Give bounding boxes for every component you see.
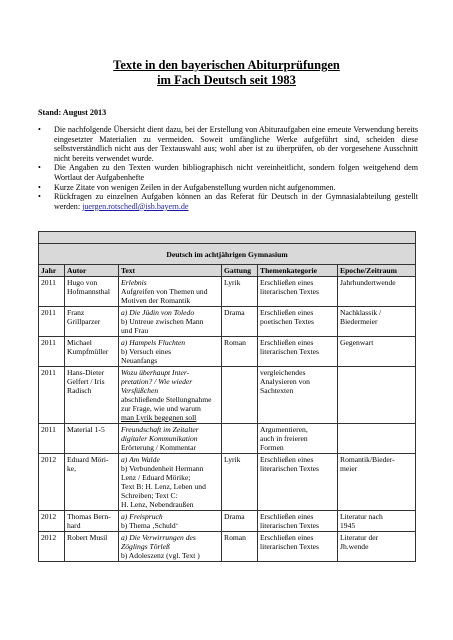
cell-autor-line: Hofmannsthal <box>67 287 111 296</box>
cell-themenkategorie-line: Erschließen eines <box>260 455 314 464</box>
cell-text-line: b) Untreue zwischen Mann <box>121 317 204 326</box>
cell-epoche <box>338 454 416 511</box>
cell-autor-line: Kumpfmüller <box>67 347 109 356</box>
table-row <box>39 424 416 454</box>
cell-text-line: pretation? / Wie wieder <box>121 377 193 386</box>
cell-autor <box>65 454 119 511</box>
cell-epoche-line: 1945 <box>340 521 356 530</box>
cell-autor-line: ke, <box>67 464 77 473</box>
table-section-row <box>39 244 416 265</box>
table-row <box>39 307 416 337</box>
cell-jahr: 2012 <box>39 532 65 562</box>
header-epoche: Epoche/Zeitraum <box>338 265 416 277</box>
cell-themenkategorie <box>258 367 338 424</box>
cell-autor <box>65 337 119 367</box>
table-row <box>39 337 416 367</box>
cell-themenkategorie-line: auch in freieren <box>260 434 308 443</box>
table-row <box>39 511 416 532</box>
cell-themenkategorie-line: literarischen Textes <box>260 521 319 530</box>
cell-text-line: Aufgreifen von Themen und <box>121 287 208 296</box>
cell-autor-line: hard <box>67 521 81 530</box>
bullet-text: Die nachfolgende Übersicht dient dazu, bei der Erstellung von Abituraufgaben eine erneute Verwendung bereits eingesetzter Materialien zu vermeiden. Soweit umfängliche Werke aufgeführt sind, scheiden diese selbstverständlich nicht aus der Textauswahl aus; wohl aber ist zu überprüfen, ob der vorgesehene Ausschnitt nicht bereits verwendet wurde. <box>54 125 418 163</box>
cell-themenkategorie-line: Erschließen eines <box>260 278 314 287</box>
cell-text-line: und Frau <box>121 326 149 335</box>
bullet-icon: • <box>38 192 41 202</box>
status-date: Stand: August 2013 <box>38 108 107 117</box>
cell-themenkategorie <box>258 454 338 511</box>
cell-themenkategorie-line: Erschließen eines <box>260 338 314 347</box>
cell-jahr: 2011 <box>39 367 65 424</box>
table-row <box>39 277 416 307</box>
title-line-2: im Fach Deutsch seit 1983 <box>157 73 296 87</box>
table-row <box>39 454 416 511</box>
bullet-item <box>38 125 418 163</box>
bullet-item <box>38 163 418 182</box>
cell-themenkategorie <box>258 532 338 562</box>
cell-epoche-line: meier <box>340 464 358 473</box>
cell-autor-line: Grillparzer <box>67 317 101 326</box>
page-title <box>0 58 453 88</box>
cell-epoche <box>338 532 416 562</box>
cell-text-line: Lenz / Eduard Mörike; <box>121 473 191 482</box>
cell-text-line: digitaler Kommunikation <box>121 434 198 443</box>
cell-jahr: 2011 <box>39 337 65 367</box>
cell-autor-line: Franz <box>67 308 85 317</box>
cell-themenkategorie-line: Erschließen eines <box>260 308 314 317</box>
cell-text-line: a) Die Jüdin von Toledo <box>121 308 195 317</box>
cell-jahr: 2011 <box>39 277 65 307</box>
cell-text-line: Motiven der Romantik <box>121 296 191 305</box>
cell-gattung: Drama <box>222 511 258 532</box>
texts-table <box>38 231 416 562</box>
cell-epoche <box>338 337 416 367</box>
cell-text-line: a) Freispruch <box>121 512 163 521</box>
table-header-row <box>39 265 416 277</box>
cell-themenkategorie-line: Analysieren von <box>260 377 310 386</box>
cell-text-line: b) Thema ‚Schuld‘ <box>121 521 179 530</box>
bullet-list <box>38 125 418 211</box>
cell-text-line: a) Die Verwirrungen des <box>121 533 196 542</box>
cell-autor-line: Material 1-5 <box>67 425 105 434</box>
cell-text-line: a) Am Walde <box>121 455 160 464</box>
cell-autor <box>65 532 119 562</box>
table-body <box>39 277 416 562</box>
cell-autor <box>65 367 119 424</box>
cell-text-line: Zöglings Törleß <box>121 542 170 551</box>
cell-epoche <box>338 511 416 532</box>
cell-themenkategorie <box>258 277 338 307</box>
cell-text <box>119 454 222 511</box>
email-link[interactable]: juergen.rotschedl@isb.bayern.de <box>82 201 189 211</box>
cell-text-line: man Lyrik begegnen soll <box>121 413 197 422</box>
cell-text-line: Versfüßchen <box>121 386 159 395</box>
cell-text <box>119 532 222 562</box>
header-jahr: Jahr <box>39 265 65 277</box>
cell-text-line: Freundschaft im Zeitalter <box>121 425 199 434</box>
cell-autor <box>65 307 119 337</box>
cell-text-line: Erörterung / Kommentar <box>121 443 197 452</box>
cell-themenkategorie <box>258 337 338 367</box>
cell-autor <box>65 277 119 307</box>
cell-autor-line: Hans-Dieter <box>67 368 105 377</box>
cell-gattung: Roman <box>222 337 258 367</box>
cell-autor <box>65 511 119 532</box>
cell-autor-line: Robert Musil <box>67 533 108 542</box>
cell-gattung: Lyrik <box>222 454 258 511</box>
cell-text-line: b) Versuch eines <box>121 347 172 356</box>
cell-autor-line: Gelfert / Iris <box>67 377 105 386</box>
cell-jahr: 2012 <box>39 454 65 511</box>
cell-text-line: zur Frage, wie und warum <box>121 404 201 413</box>
cell-themenkategorie <box>258 424 338 454</box>
cell-text-line: a) Hampels Fluchten <box>121 338 186 347</box>
cell-gattung: Lyrik <box>222 277 258 307</box>
cell-epoche <box>338 367 416 424</box>
cell-text-line: Wozu überhaupt Inter- <box>121 368 190 377</box>
cell-themenkategorie-line: Erschließen eines <box>260 533 314 542</box>
cell-epoche-line: Nachklassik / <box>340 308 382 317</box>
cell-text-line: Schreiben; Text C: <box>121 491 178 500</box>
cell-themenkategorie-line: literarischen Textes <box>260 464 319 473</box>
cell-epoche-line: Biedermeier <box>340 317 378 326</box>
cell-themenkategorie-line: poetischen Textes <box>260 317 314 326</box>
cell-jahr: 2012 <box>39 511 65 532</box>
cell-autor-line: Hugo von <box>67 278 98 287</box>
cell-text-line: Text B: H. Lenz, Leben und <box>121 482 206 491</box>
header-gattung: Gattung <box>222 265 258 277</box>
cell-text-line: H. Lenz, Nebendraußen <box>121 500 194 509</box>
header-themenkategorie: Themenkategorie <box>258 265 338 277</box>
bullet-item <box>38 192 418 211</box>
table-section-title: Deutsch im achtjährigen Gymnasium <box>39 244 416 265</box>
cell-text <box>119 511 222 532</box>
cell-gattung <box>222 424 258 454</box>
table-row <box>39 532 416 562</box>
header-text: Text <box>119 265 222 277</box>
bullet-icon: • <box>38 125 41 134</box>
cell-epoche-line: Gegenwart <box>340 338 374 347</box>
cell-gattung: Roman <box>222 532 258 562</box>
cell-gattung: Drama <box>222 307 258 337</box>
cell-epoche-line: Jh.wende <box>340 542 369 551</box>
cell-text-line: Neuanfangs <box>121 356 158 365</box>
cell-themenkategorie <box>258 511 338 532</box>
cell-text <box>119 277 222 307</box>
bullet-text: Kurze Zitate von wenigen Zeilen in der Aufgabenstellung wurden nicht aufgenommen. <box>54 182 336 192</box>
cell-epoche-line: Jahrhundertwende <box>340 278 396 287</box>
cell-themenkategorie <box>258 307 338 337</box>
cell-text-line: Erlebnis <box>121 278 147 287</box>
cell-text-line: b) Adoleszenz (vgl. Text ) <box>121 551 200 560</box>
cell-text <box>119 337 222 367</box>
cell-autor-line: Thomas Bern- <box>67 512 111 521</box>
cell-themenkategorie-line: literarischen Textes <box>260 347 319 356</box>
cell-epoche <box>338 307 416 337</box>
cell-themenkategorie-line: Erschließen eines <box>260 512 314 521</box>
table-row <box>39 367 416 424</box>
bullet-text: Rückfragen zu einzelnen Aufgaben können an das Referat für Deutsch in der Gymnasialabteilung gestellt werden: <box>54 192 418 211</box>
cell-gattung <box>222 367 258 424</box>
title-line-1: Texte in den bayerischen Abiturprüfungen <box>113 58 340 72</box>
cell-epoche <box>338 277 416 307</box>
cell-themenkategorie-line: Formen <box>260 443 284 452</box>
bullet-icon: • <box>38 182 41 192</box>
cell-jahr: 2011 <box>39 424 65 454</box>
bullet-item <box>38 183 418 193</box>
cell-text <box>119 424 222 454</box>
cell-themenkategorie-line: literarischen Textes <box>260 542 319 551</box>
cell-autor-line: Eduard Möri- <box>67 455 109 464</box>
bullet-text: Die Angaben zu den Texten wurden bibliographisch nicht vereinheitlicht, sondern folgen weitgehend dem Wortlaut der Aufgabenhefte <box>54 163 418 182</box>
cell-text <box>119 307 222 337</box>
cell-autor <box>65 424 119 454</box>
cell-epoche-line: Literatur der <box>340 533 379 542</box>
cell-text <box>119 367 222 424</box>
cell-autor-line: Michael <box>67 338 92 347</box>
cell-themenkategorie-line: Sachtexten <box>260 386 294 395</box>
cell-text-line: abschließende Stellungnahme <box>121 395 212 404</box>
header-autor: Autor <box>65 265 119 277</box>
cell-text-line: b) Verbundenheit Hermann <box>121 464 204 473</box>
bullet-icon: • <box>38 163 41 173</box>
cell-themenkategorie-line: literarischen Textes <box>260 287 319 296</box>
cell-epoche-line: Romantik/Bieder- <box>340 455 395 464</box>
cell-themenkategorie-line: vergleichendes <box>260 368 306 377</box>
table-top-spacer <box>39 232 416 244</box>
cell-epoche <box>338 424 416 454</box>
cell-jahr: 2011 <box>39 307 65 337</box>
cell-themenkategorie-line: Argumentieren, <box>260 425 308 434</box>
cell-epoche-line: Literatur nach <box>340 512 383 521</box>
cell-autor-line: Radisch <box>67 386 92 395</box>
